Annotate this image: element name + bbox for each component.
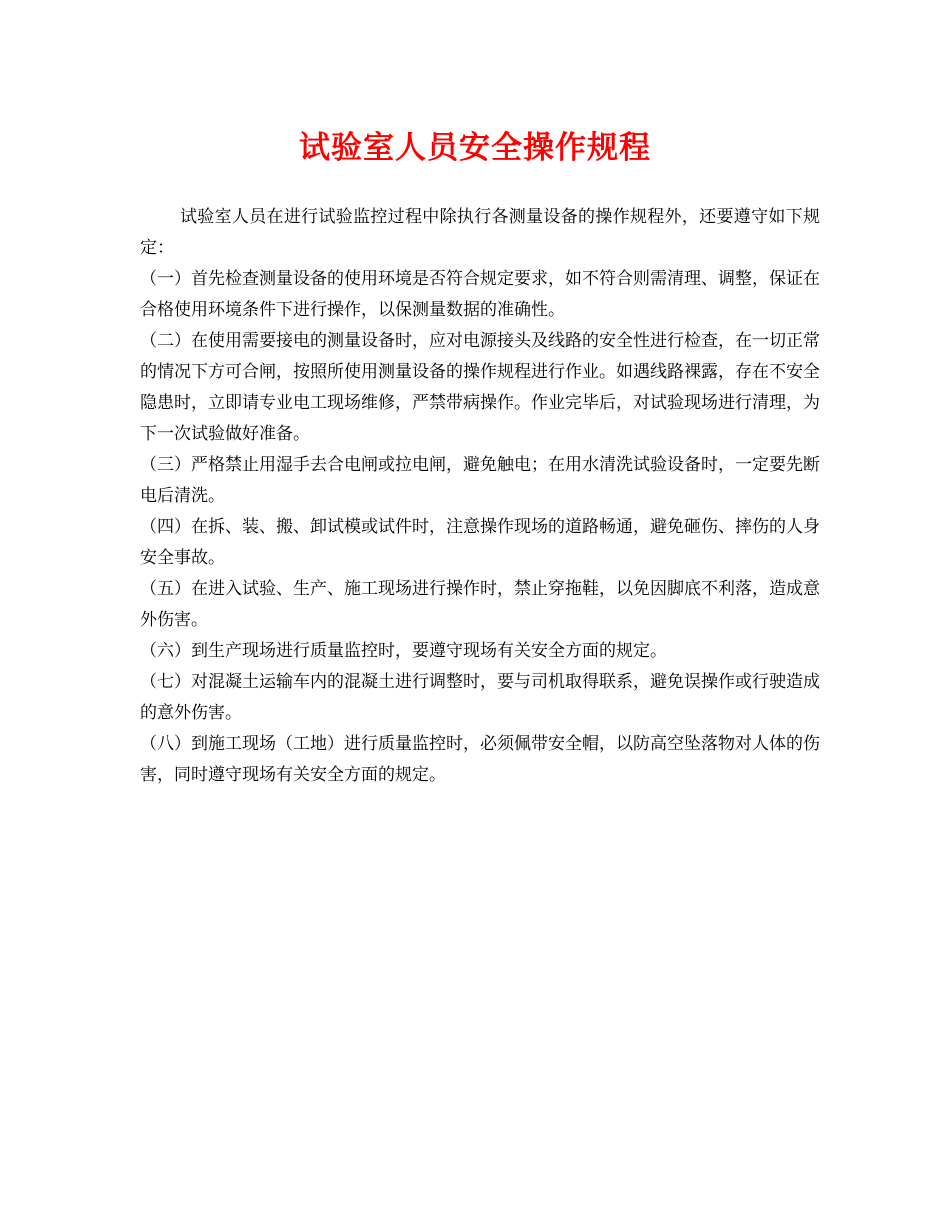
intro-paragraph: 试验室人员在进行试验监控过程中除执行各测量设备的操作规程外，还要遵守如下规定： <box>140 207 820 258</box>
rule-item-7: （七）对混凝土运输车内的混凝土进行调整时，要与司机取得联系，避免误操作或行驶造成的意外伤害。 <box>140 672 820 723</box>
rule-item-8: （八）到施工现场（工地）进行质量监控时，必须佩带安全帽，以防高空坠落物对人体的伤害，同时遵守现场有关安全方面的规定。 <box>140 734 820 785</box>
rule-item-2: （二）在使用需要接电的测量设备时，应对电源接头及线路的安全性进行检查，在一切正常的情况下方可合闸，按照所使用测量设备的操作规程进行作业。如遇线路裸露，存在不安全隐患时，立即请专业电工现场维修，严禁带病操作。作业完毕后，对试验现场进行清理，为下一次试验做好准备。 <box>140 331 820 444</box>
document-body <box>140 202 820 791</box>
rule-item-5: （五）在进入试验、生产、施工现场进行操作时，禁止穿拖鞋，以免因脚底不利落，造成意外伤害。 <box>140 579 820 630</box>
rule-item-3: （三）严格禁止用湿手去合电闸或拉电闸，避免触电；在用水清洗试验设备时，一定要先断电后清洗。 <box>140 455 820 506</box>
rule-item-6: （六）到生产现场进行质量监控时，要遵守现场有关安全方面的规定。 <box>140 641 667 661</box>
rule-item-1: （一）首先检查测量设备的使用环境是否符合规定要求，如不符合则需清理、调整，保证在合格使用环境条件下进行操作，以保测量数据的准确性。 <box>140 269 820 320</box>
rule-item-4: （四）在拆、装、搬、卸试模或试件时，注意操作现场的道路畅通，避免砸伤、摔伤的人身安全事故。 <box>140 517 820 568</box>
document-title: 试验室人员安全操作规程 <box>299 130 651 166</box>
